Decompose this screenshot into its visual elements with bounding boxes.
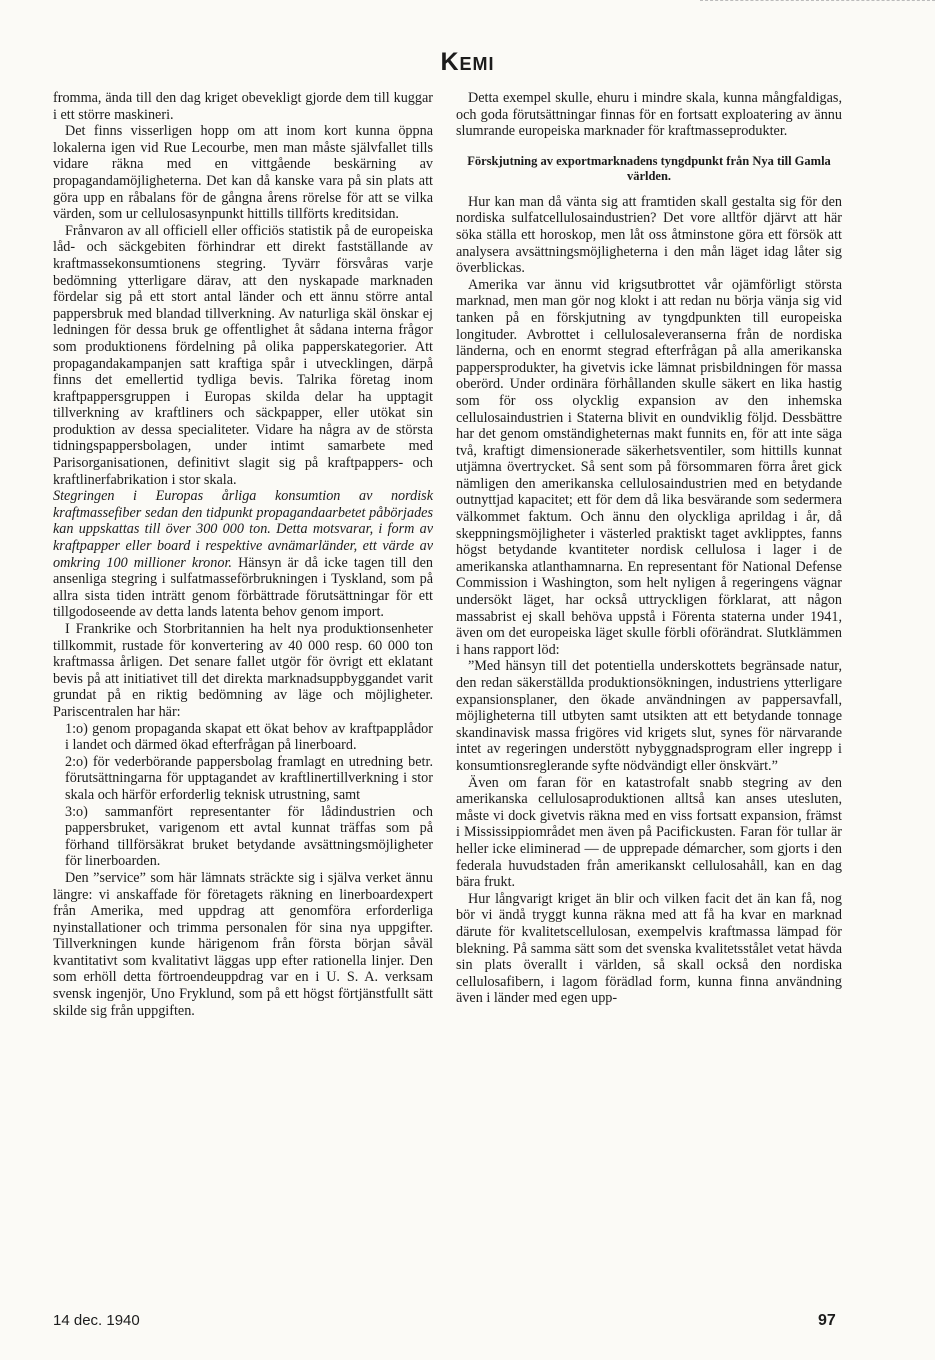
left-paragraph-2: Det finns visserligen hopp om att inom kort kunna öppna lokalerna igen vid Rue Lecourbe, men man måste självfallet tills vidare räkna med en vittgående beskärning av propagandamöjligheterna. Det kan då kanske vara på sin plats att göra upp en råbalans för de gångna årens rörelse för att se vilka värden, som ur cellulosasynpunkt hittills tillförts kreditsidan. (53, 123, 433, 223)
left-column (53, 90, 433, 1019)
right-paragraph-5: Hur långvarigt kriget än blir och vilken facit det än kan få, nog bör vi ändå tryggt kunna räkna med att få ha kvar en marknad därute för kvalitetscellulosan, exempelvis kraftmassa lämpad för blekning. På samma sätt som det svenska kvalitetsstålet vetat hävda sin plats överallt i världen, så skall också den nordiska cellulosafibern, i lagom förädlad form, kunna finna användning även i länder med egen upp- (456, 890, 842, 1007)
left-paragraph-1: fromma, ända till den dag kriget obevekligt gjorde dem till kuggar i ett större maskineri. (53, 90, 433, 123)
left-paragraph-4-italic: Stegringen i Europas årliga konsumtion av nordisk kraftmassefiber sedan den tidpunkt propagandaarbetet påbörjades kan uppskattas till över 300 000 ton. Detta motsvarar, i form av kraftpapper eller board i respektive avnämarländer, ett värde av omkring 100 millioner kronor. (53, 488, 433, 571)
top-edge-rule (700, 0, 935, 1)
page-header-title: Kemi (440, 48, 495, 76)
right-paragraph-4: Även om faran för en katastrofalt snabb stegring av den amerikanska cellulosaproduktionen alltså kan anses utesluten, måste vi dock givetvis räkna med en viss fortsatt expansion, främst i Mississippiområdet men även på Pacifickusten. Faran för tullar är heller icke eliminerad — de upprepade démarcher, som gjorts i den federala huvudstaden från amerikanskt cellulosahåll, kan en dag bära frukt. (456, 774, 842, 891)
footer-page-number: 97 (818, 1312, 836, 1329)
left-list-item-1: 1:o) genom propaganda skapat ett ökat behov av kraftpapplådor i landet och därmed ökad efterfrågan på linerboard. (65, 720, 433, 754)
right-paragraph-3: Amerika var ännu vid krigsutbrottet vår ojämförligt största marknad, men man gör nog klokt i att redan nu börja vänja sig vid tanken på en förskjutning av tyngdpunkten till europeiska longituder. Avbrottet i cellulosaleveranserna från de nordiska länderna, och en enormt stegrad efterfrågan på alla amerikanska pappersprodukter, ha givetvis icke lämnat prisbildningen för massa oberörd. Under ordinära förhållanden skulle säkert en lika hastig som för oss olycklig expansion av den inhemska cellulosaindustrien i Staterna blivit en oundviklig följd. Dessbättre har det genom omständigheternas makt funnits en, för att inte säga två, kraftigt dimensionerade säkerhetsventiler, som hittills kunnat utjämna övertrycket. Så sent som på försommaren förra året gick nämligen den amerikanska cellulosaindustrien med en betydande outnyttjad kapacitet; ett för dem då lika besvärande som sedermera välkommet faktum. Och ännu den olyckliga aprildag i år, då skeppningsmöjligheter i västerled praktiskt taget avklipptes, fanns högst betydande kvantiteter nordisk cellulosa i lager i de amerikanska atlanthamnarna. En representant för National Defense Commission i Washington, som helt nyligen å regeringens vägnar undersökt läget, har också uttryckligen förklarat, att någon massabrist ej skall behöva uppstå i Förenta staterna under 1941, även om det europeiska läget skulle förbli oförändrat. Slutklämmen i hans rapport löd: (456, 276, 842, 658)
left-list-item-2: 2:o) för vederbörande pappersbolag framlagt en utredning betr. förutsättningarna för upptagandet av kraftlinertillverkning i stor skala och härför erforderlig teknisk utrustning, samt (65, 753, 433, 803)
footer-date: 14 dec. 1940 (53, 1312, 140, 1329)
right-column (456, 90, 842, 1007)
left-list-item-3: 3:o) sammanfört representanter för lådindustrien och pappersbruket, varigenom ett avtal kunnat träffas som på förhand tillförsäkrat bruket betydande avsättningsmöjligheter för linerboarden. (65, 803, 433, 870)
left-paragraph-5: I Frankrike och Storbritannien ha helt nya produktionsenheter tillkommit, rustade för konvertering av 40 000 resp. 60 000 ton kraftmassa årligen. Det senare fallet utgör för övrigt ett eklatant bevis på att initiativet till det direkta marknadsuppbyggandet varit grundat på en riktig bedömning av läge och möjligheter. Pariscentralen har här: (53, 621, 433, 720)
left-paragraph-6: Den ”service” som här lämnats sträckte sig i själva verket ännu längre: vi anskaffade för företagets räkning en linerboardexpert från Amerika, med uppdrag att genomföra erforderliga nyinstallationer och trimma personalen för sina nya uppgifter. Tillverkningen kunde härigenom från första början såväl kvantitativt som kvalitativt läggas upp efter rationella linjer. Den som erhöll detta förtroendeuppdrag var en i U. S. A. verksam svensk ingenjör, Uno Fryklund, som på ett högst förtjänstfullt sätt skilde sig från uppgiften. (53, 869, 433, 1019)
section-subheading: Förskjutning av exportmarknadens tyngdpunkt från Nya till Gamla världen. (467, 153, 831, 183)
left-paragraph-3: Frånvaron av all officiell eller officiös statistik på de europeiska låd- och säckgebiten förhindrar ett direkt fastställande av kraftmassekonsumtionens stegring. Tyvärr försvåras varje bedömning ytterligare därav, att den nyskapade marknaden fördelar sig på ett stort antal länder och ett ännu större antal pappersbruk med blandad tillverkning. Av naturliga skäl önskar ej ledningen för dessa bruk ge offentlighet åt sådana interna frågor som produktionens fördelning på olika papperskategorier. Att propagandakampanjen satt kraftiga spår i utvecklingen, därpå finns det emellertid tydliga bevis. Talrika företag inom kraftpappersgruppen i Europas skilda delar ha upptagit tillverkning av kraftliners och säckpapper, eller utökat sin produktion av dessa specialiteter. Vidare ha några av de största tidningspappersbolagen, under intimt samarbete med Parisorganisationen, definitivt slagit sig på kraftpappers- och kraftlinerfabrikation i stor skala. (53, 222, 433, 488)
right-paragraph-2: Hur kan man då vänta sig att framtiden skall gestalta sig för den nordiska sulfatcellulosaindustrien? Det vore alltför djärvt att här söka ställa ett horoskop, men låt oss åtminstone göra ett försök att analysera avsättningsmöjligheterna i den mån läget idag låter sig överblickas. (456, 193, 842, 277)
left-paragraph-4-cont: Hänsyn är då icke tagen till den ansenliga stegring i sulfatmasseförbrukningen i Tyskland, som på allra sista tiden inträtt genom förbättrade förutsättningar för ett tillgodoseende av detta lands latenta behov genom import. (53, 554, 434, 621)
right-paragraph-1: Detta exempel skulle, ehuru i mindre skala, kunna mångfaldigas, och goda förutsättningar finnas för en fortsatt exploatering av ännu slumrande europeiska marknader för kraftmasseprodukter. (456, 90, 842, 140)
right-quote-paragraph: ”Med hänsyn till det potentiella underskottets begränsade natur, den redan säkerställda produktionsökningen, industriens ytterligare expansionsplaner, den ökade användningen av pappersavfall, möjligheterna till utbyten samt utsikten att ett betydande tonnage skandinavisk massa frigöres vid krigets slut, synes för närvarande intet av regeringen understött nybyggnadsprogram eller ingrepp i konsumtionsreglerande syfte nödvändigt eller önskvärt.” (456, 658, 842, 774)
